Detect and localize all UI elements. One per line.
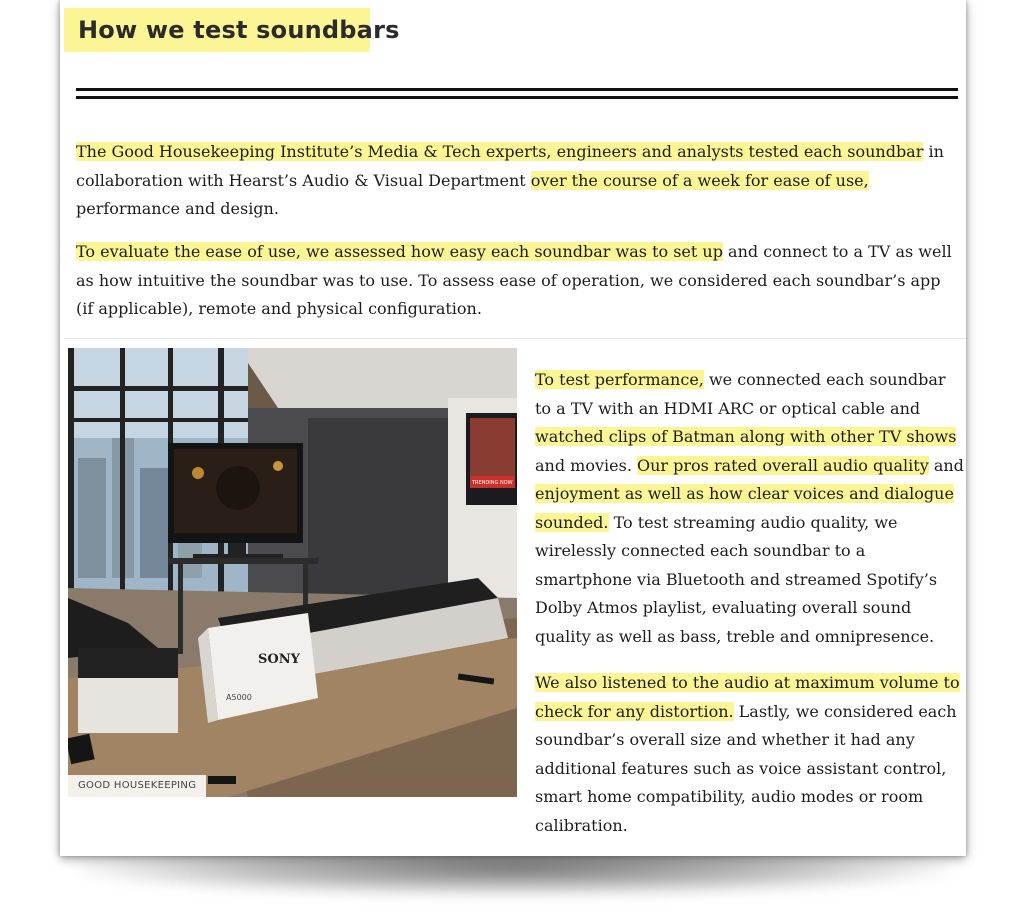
box-model-text: A5000: [226, 693, 252, 702]
highlighted-text: To evaluate the ease of use, we assessed how easy each soundbar was to set up: [76, 242, 723, 261]
title-highlight: [64, 8, 400, 52]
body-text: we connected each soundbar to a TV with an HDMI ARC or optical cable and: [535, 370, 946, 418]
soundbar-test-lab-photo: [68, 348, 517, 797]
poster-text: TRENDING NOW: [472, 480, 513, 486]
highlighted-text: Our pros rated overall audio quality: [636, 455, 929, 475]
paragraph-max-volume: [535, 669, 965, 840]
body-text: performance and design.: [76, 199, 279, 218]
body-text: in collaboration with Hearst’s Audio & Visual Department: [76, 142, 944, 190]
body-text: and: [928, 455, 964, 475]
body-text: and movies.: [535, 455, 637, 475]
box-brand-text: SONY: [258, 652, 300, 667]
highlighted-text: enjoyment as well as how clear voices and dialogue sounded.: [535, 484, 954, 532]
paragraph-intro: [76, 138, 956, 224]
highlighted-text: To test performance,: [535, 370, 704, 389]
photo-credit: GOOD HOUSEKEEPING: [68, 775, 206, 797]
paragraph-ease-of-use: [76, 238, 956, 324]
highlighted-text: The Good Housekeeping Institute’s Media & Tech experts, engineers and analysts tested each soundbar: [76, 142, 924, 161]
body-text: and connect to a TV as well as how intuitive the soundbar was to use. To assess ease of operation, we considered each soundbar’s app (if applicable), remote and physical configuration.: [76, 242, 952, 318]
section-title: How we test soundbars: [78, 16, 400, 44]
highlighted-text: over the course of a week for ease of use,: [530, 170, 869, 190]
highlighted-text: watched clips of Batman along with other TV shows: [535, 427, 957, 446]
body-text: Lastly, we considered each soundbar’s overall size and whether it had any additional features such as voice assistant control, smart home compatibility, audio modes or room calibration.: [535, 701, 957, 835]
paragraph-performance: [535, 366, 965, 651]
photo-illustration: [68, 348, 517, 797]
section-divider: [64, 338, 966, 339]
double-rule-bottom: [76, 96, 958, 99]
double-rule-top: [76, 88, 958, 91]
article-card: [60, 0, 966, 856]
highlighted-text: We also listened to the audio at maximum volume to check for any distortion.: [535, 673, 960, 721]
body-text: To test streaming audio quality, we wirelessly connected each soundbar to a smartphone via Bluetooth and streamed Spotify’s Dolby Atmos playlist, evaluating overall sound quality as well as bass, treble and omnipresence.: [535, 512, 938, 646]
